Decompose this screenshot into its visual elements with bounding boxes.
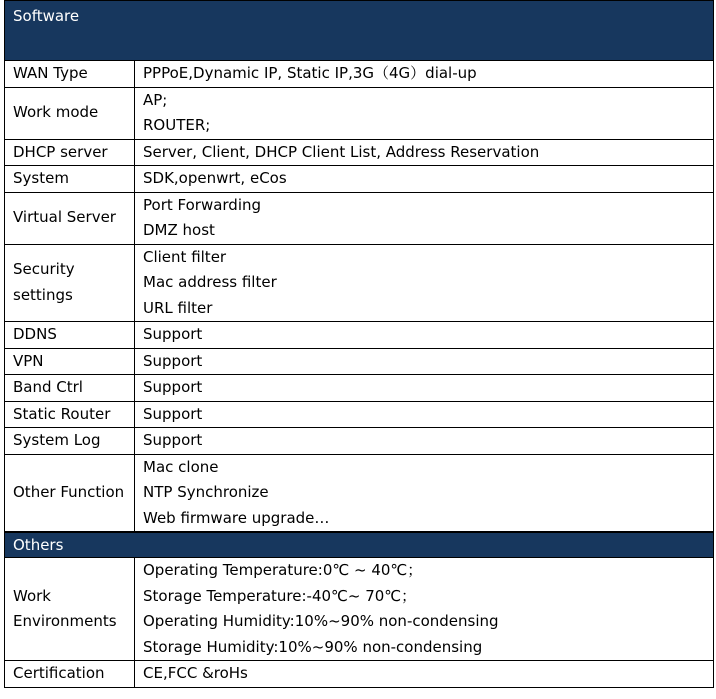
spec-value-line: URL filter (143, 298, 213, 317)
spec-value (135, 661, 714, 688)
spec-value-line: Web firmware upgrade… (143, 508, 330, 527)
spec-label: System Log (5, 428, 135, 455)
others-spec-table (4, 557, 714, 688)
spec-value (135, 401, 714, 428)
spec-label: VPN (5, 348, 135, 375)
spec-row (5, 244, 714, 322)
spec-label: System (5, 166, 135, 193)
spec-label: WAN Type (5, 61, 135, 88)
spec-row (5, 428, 714, 455)
spec-value (135, 558, 714, 661)
spec-row (5, 401, 714, 428)
spec-row (5, 87, 714, 139)
spec-label: Other Function (5, 454, 135, 532)
spec-value (135, 139, 714, 166)
spec-value-line: SDK,openwrt, eCos (143, 169, 287, 187)
spec-row (5, 139, 714, 166)
spec-row (5, 348, 714, 375)
spec-value-line: Mac address filter (143, 273, 277, 291)
spec-value-line: Server, Client, DHCP Client List, Address Reservation (143, 142, 540, 161)
spec-value-line: NTP Synchronize (143, 483, 269, 501)
spec-label: DDNS (5, 322, 135, 349)
spec-value (135, 244, 714, 322)
spec-row (5, 375, 714, 402)
spec-value-line: ROUTER; (143, 116, 211, 134)
software-section-header (4, 0, 714, 60)
spec-value-line: AP; (143, 90, 168, 109)
spec-value-line: Operating Humidity:10%~90% non-condensing (143, 612, 499, 630)
spec-value-line: Support (143, 404, 203, 423)
spec-row (5, 166, 714, 193)
spec-value (135, 348, 714, 375)
spec-value-line: CE,FCC &roHs (143, 664, 248, 682)
others-section-header (4, 532, 714, 557)
spec-value-line: Storage Temperature:-40℃~ 70℃； (143, 586, 417, 605)
spec-value (135, 87, 714, 139)
spec-label: Security settings (5, 244, 135, 322)
spec-value-line: Mac clone (143, 457, 219, 476)
spec-row (5, 192, 714, 244)
spec-value (135, 375, 714, 402)
spec-value-line: Support (143, 378, 203, 396)
spec-sheet (4, 0, 714, 699)
spec-value-line: Support (143, 351, 203, 370)
others-header-label: Others (13, 536, 64, 554)
spec-label: Work mode (5, 87, 135, 139)
spec-label: Work Environments (5, 558, 135, 661)
spec-value (135, 322, 714, 349)
spec-value-line: Port Forwarding (143, 195, 262, 214)
spec-label: Static Router (5, 401, 135, 428)
spec-row (5, 454, 714, 532)
spec-row (5, 322, 714, 349)
spec-label: Virtual Server (5, 192, 135, 244)
spec-label: DHCP server (5, 139, 135, 166)
spec-value-line: Support (143, 431, 203, 449)
spec-value-line: DMZ host (143, 221, 215, 239)
spec-value-line: PPPoE,Dynamic IP, Static IP,3G（4G）dial-up (143, 64, 477, 82)
spec-value (135, 454, 714, 532)
software-spec-table (4, 60, 714, 532)
spec-value-line: Client filter (143, 247, 227, 266)
spec-value-line: Storage Humidity:10%~90% non-condensing (143, 637, 483, 656)
spec-value (135, 428, 714, 455)
spec-row (5, 558, 714, 661)
spec-label: Certification (5, 661, 135, 688)
spec-value (135, 61, 714, 88)
spec-value-line: Support (143, 325, 203, 343)
spec-value (135, 192, 714, 244)
spec-row (5, 661, 714, 688)
spec-value-line: Operating Temperature:0℃ ~ 40℃； (143, 561, 423, 579)
software-header-label: Software (13, 7, 80, 25)
spec-row (5, 61, 714, 88)
spec-value (135, 166, 714, 193)
spec-label: Band Ctrl (5, 375, 135, 402)
